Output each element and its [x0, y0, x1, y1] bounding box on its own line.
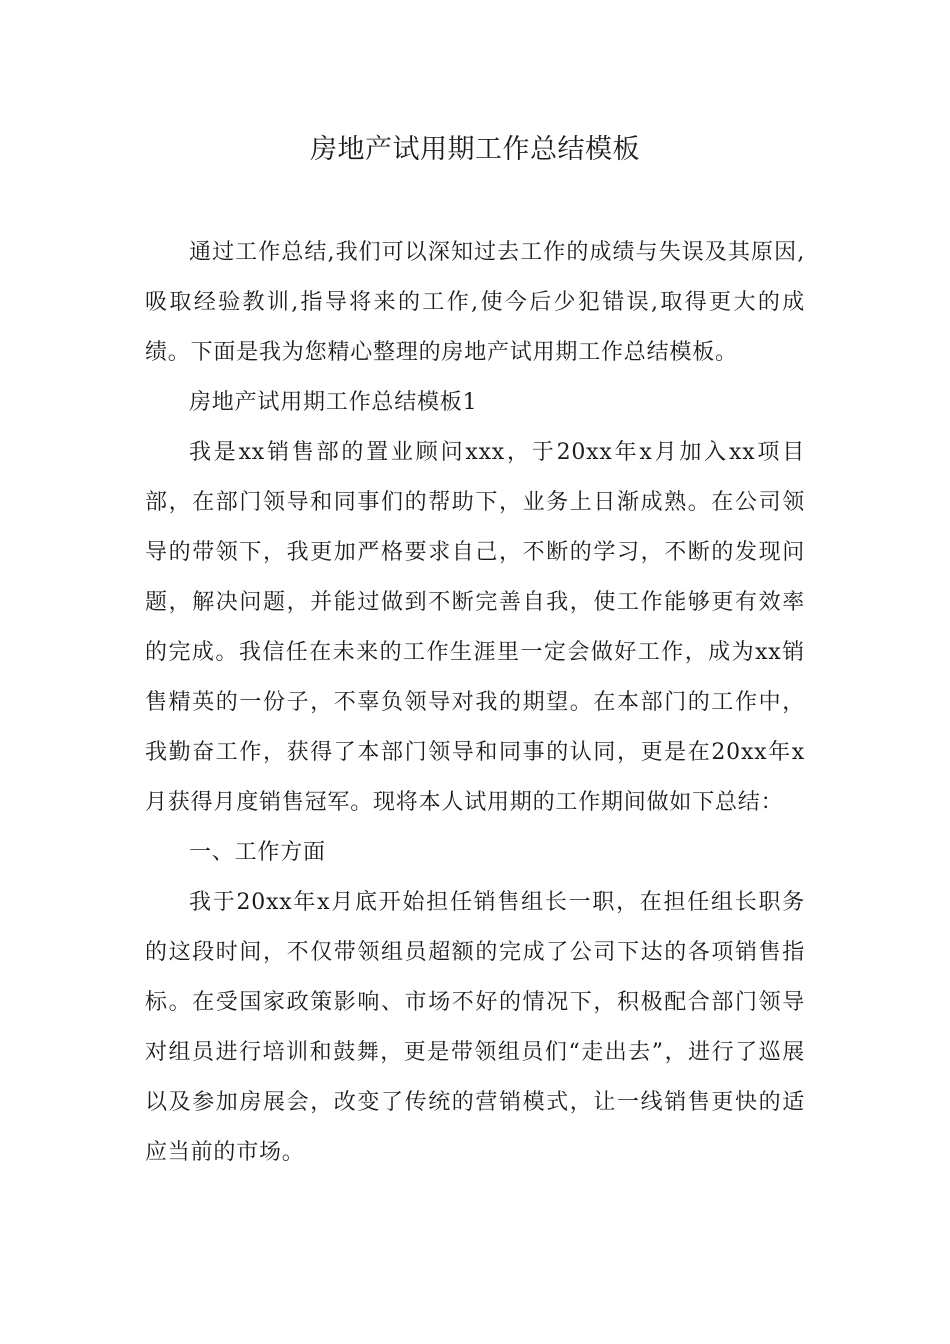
- document-body: [145, 228, 805, 1178]
- work-paragraph: 我于20xx年x月底开始担任销售组长一职，在担任组长职务的这段时间，不仅带领组员超额的完成了公司下达的各项销售指标。在受国家政策影响、市场不好的情况下，积极配合部门领导对组员进行培训和鼓舞，更是带领组员们“走出去”，进行了巡展以及参加房展会，改变了传统的营销模式，让一线销售更快的适应当前的市场。: [145, 890, 805, 1165]
- document-title: 房地产试用期工作总结模板: [310, 134, 640, 165]
- self-introduction-paragraph: 我是xx销售部的置业顾问xxx，于20xx年x月加入xx项目部，在部门领导和同事们的帮助下，业务上日渐成熟。在公司领导的带领下，我更加严格要求自己，不断的学习，不断的发现问题，解决问题，并能过做到不断完善自我，使工作能够更有效率的完成。我信任在未来的工作生涯里一定会做好工作，成为xx销售精英的一份子，不辜负领导对我的期望。在本部门的工作中，我勤奋工作，获得了本部门领导和同事的认同，更是在20xx年x月获得月度销售冠军。现将本人试用期的工作期间做如下总结：: [145, 440, 805, 815]
- section-heading-work: 一、工作方面: [189, 840, 326, 865]
- section-heading-template-1: 房地产试用期工作总结模板1: [189, 390, 478, 415]
- intro-paragraph: 通过工作总结,我们可以深知过去工作的成绩与失误及其原因,吸取经验教训,指导将来的工作,使今后少犯错误,取得更大的成绩。下面是我为您精心整理的房地产试用期工作总结模板。: [145, 240, 805, 365]
